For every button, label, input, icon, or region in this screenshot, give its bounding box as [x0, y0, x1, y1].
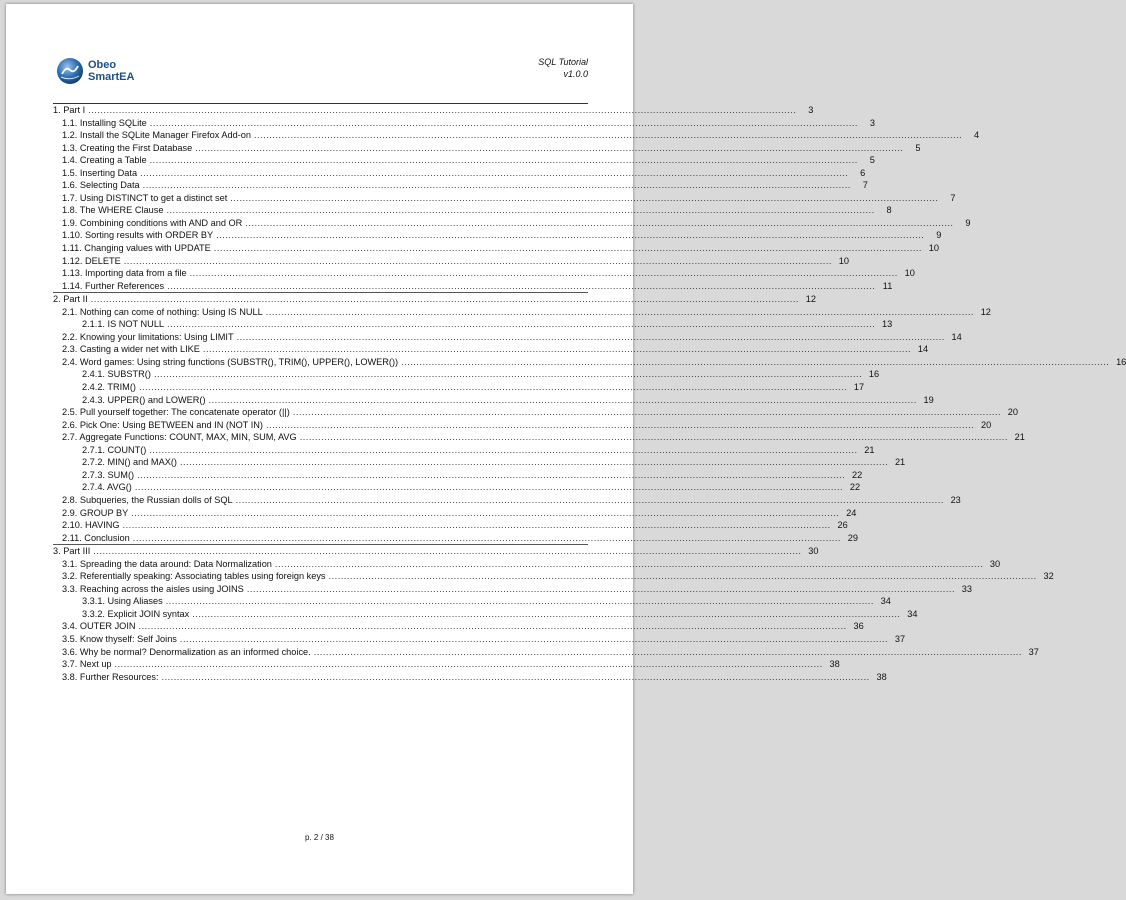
toc-entry-page: 17 [853, 382, 865, 393]
toc-entry[interactable] [53, 444, 875, 457]
toc-entry[interactable] [53, 481, 861, 494]
toc-entry[interactable] [53, 633, 906, 646]
toc-entry-title: 3.7. Next up [62, 659, 112, 670]
toc-dot-leader [135, 481, 843, 494]
toc-entry-title: 2.1.1. IS NOT NULL [82, 319, 165, 330]
toc-entry-page: 21 [864, 444, 875, 455]
toc-entry-page: 7 [862, 180, 868, 191]
toc-entry-page: 34 [880, 596, 891, 607]
toc-entry-page: 37 [1028, 646, 1039, 657]
toc-entry-page: 22 [852, 469, 863, 480]
toc-entry-page: 5 [869, 155, 875, 166]
logo-text [88, 59, 134, 83]
toc-entry-title: 2.5. Pull yourself together: The concatenate operator (||) [62, 407, 290, 418]
toc-entry[interactable] [53, 507, 857, 520]
toc-entry[interactable] [53, 142, 921, 155]
toc-entry[interactable] [53, 519, 848, 532]
toc-entry-title: 2.11. Conclusion [62, 532, 130, 543]
toc-entry-page: 16 [1116, 356, 1126, 367]
toc-dot-leader [137, 469, 845, 482]
toc-dot-leader [230, 192, 938, 205]
toc-entry-title: 2.7.3. SUM() [82, 469, 135, 480]
toc-entry[interactable] [53, 117, 875, 130]
toc-dot-leader [195, 142, 903, 155]
toc-entry-page: 13 [882, 319, 893, 330]
toc-dot-leader [180, 456, 888, 469]
toc-dot-leader [236, 494, 944, 507]
toc-entry-title: 2.1. Nothing can come of nothing: Using IS NULL [62, 306, 263, 317]
toc-dot-leader [131, 507, 839, 520]
toc-entry-page: 20 [1007, 407, 1018, 418]
toc-entry-title: 1.3. Creating the First Database [62, 142, 193, 153]
toc-dot-leader [93, 545, 801, 558]
toc-entry-title: 3.3.1. Using Aliases [82, 596, 163, 607]
toc-entry-page: 16 [868, 369, 880, 380]
toc-dot-leader [139, 381, 847, 394]
toc-entry[interactable] [53, 104, 814, 117]
toc-dot-leader [150, 154, 858, 167]
toc-entry-title: 3.1. Spreading the data around: Data Normalization [62, 558, 272, 569]
toc-entry-page: 37 [894, 633, 906, 644]
toc-entry-page: 5 [915, 142, 921, 153]
toc-dot-leader [203, 343, 911, 356]
toc-entry[interactable] [53, 671, 887, 684]
toc-entry[interactable] [53, 456, 906, 469]
toc-dot-leader [166, 204, 874, 217]
toc-entry-title: 1.5. Inserting Data [62, 167, 138, 178]
toc-entry[interactable] [53, 431, 1025, 444]
toc-entry-title: 2.7. Aggregate Functions: COUNT, MAX, MIN, SUM, AVG [62, 432, 297, 443]
toc-entry-title: 3.2. Referentially speaking: Associating tables using foreign keys [62, 571, 326, 582]
toc-entry-title: 2.4.3. UPPER() and LOWER() [82, 394, 206, 405]
logo-globe-icon [56, 57, 84, 85]
toc-entry[interactable] [53, 129, 980, 142]
toc-entry[interactable] [53, 558, 1001, 571]
toc-dot-leader [293, 406, 1001, 419]
toc-entry-page: 38 [876, 671, 887, 682]
toc-entry[interactable] [53, 494, 961, 507]
toc-entry-page: 23 [950, 494, 961, 505]
toc-entry-title: 3.8. Further Resources: [62, 671, 159, 682]
toc-entry-title: 3.3. Reaching across the aisles using JOINS [62, 583, 244, 594]
toc-dot-leader [266, 306, 974, 319]
toc-entry-page: 3 [808, 105, 814, 115]
toc-entry[interactable] [53, 343, 929, 356]
toc-entry-page: 38 [829, 659, 840, 670]
toc-entry[interactable] [53, 292, 816, 306]
toc-dot-leader [140, 167, 848, 180]
toc-entry-title: 2.3. Casting a wider net with LIKE [62, 344, 200, 355]
toc-dot-leader [214, 242, 922, 255]
toc-entry-title: 1.7. Using DISTINCT to get a distinct set [62, 192, 228, 203]
toc-dot-leader [167, 318, 875, 331]
toc-entry-page: 3 [869, 117, 875, 128]
toc-entry-title: 1.9. Combining conditions with AND and OR [62, 217, 243, 228]
toc-entry-page: 22 [849, 482, 861, 493]
toc-entry-title: 2.7.4. AVG() [82, 482, 132, 493]
toc-entry[interactable] [53, 406, 1018, 419]
toc-entry-page: 26 [837, 520, 848, 531]
toc-entry[interactable] [53, 368, 880, 381]
toc-entry-title: 2.7.2. MIN() and MAX() [82, 457, 177, 468]
toc-entry-title: 2.4. Word games: Using string functions (SUBSTR(), TRIM(), UPPER(), LOWER()) [62, 356, 399, 367]
toc-entry[interactable] [53, 583, 973, 596]
toc-entry-title: 1.2. Install the SQLite Manager Firefox Add-on [62, 130, 251, 141]
toc-entry-page: 33 [961, 583, 973, 594]
toc-dot-leader [154, 368, 862, 381]
toc-dot-leader [314, 646, 1022, 659]
toc-entry-title: 2. Part II [53, 294, 88, 305]
document-page [6, 4, 1126, 894]
toc-entry-page: 29 [847, 532, 858, 543]
toc-entry-page: 32 [1043, 571, 1054, 582]
toc-entry-page: 14 [951, 331, 962, 342]
toc-dot-leader [167, 280, 875, 293]
toc-dot-leader [401, 356, 1109, 369]
toc-entry[interactable] [53, 192, 956, 205]
toc-entry[interactable] [53, 167, 866, 180]
toc-entry[interactable] [53, 658, 840, 671]
toc-entry-title: 3. Part III [53, 546, 91, 557]
toc-entry[interactable] [53, 242, 939, 255]
document-header [538, 56, 588, 80]
toc-entry-page: 10 [838, 255, 849, 266]
toc-entry[interactable] [53, 356, 1126, 369]
toc-entry-title: 3.3.2. Explicit JOIN syntax [82, 608, 190, 619]
toc-dot-leader [216, 229, 924, 242]
toc-entry-title: 1.10. Sorting results with ORDER BY [62, 230, 214, 241]
toc-entry-title: 1.13. Importing data from a file [62, 268, 187, 279]
toc-entry[interactable] [53, 608, 918, 621]
toc-entry-page: 34 [907, 608, 918, 619]
page-number: p. 2 / 38 [305, 833, 334, 842]
toc-entry-page: 14 [917, 344, 929, 355]
toc-entry-page: 10 [904, 268, 915, 279]
toc-entry[interactable] [53, 217, 971, 230]
toc-entry[interactable] [53, 532, 858, 545]
toc-entry[interactable] [53, 469, 863, 482]
toc-dot-leader [245, 217, 953, 230]
toc-dot-leader [166, 595, 874, 608]
toc-entry-page: 4 [974, 130, 980, 141]
toc-entry[interactable] [53, 381, 865, 394]
toc-entry-title: 3.5. Know thyself: Self Joins [62, 633, 177, 644]
toc-dot-leader [162, 671, 870, 684]
toc-entry-page: 21 [1014, 432, 1025, 443]
toc-dot-leader [133, 532, 841, 545]
toc-entry-page: 11 [882, 280, 893, 291]
toc-dot-leader [88, 104, 796, 117]
toc-dot-leader [115, 658, 823, 671]
toc-entry[interactable] [53, 331, 962, 344]
toc-entry[interactable] [53, 154, 875, 167]
toc-entry-page: 20 [980, 419, 992, 430]
toc-entry[interactable] [53, 646, 1039, 659]
toc-entry-page: 30 [808, 546, 819, 557]
toc-dot-leader [123, 519, 831, 532]
toc-entry-title: 1. Part I [53, 105, 86, 115]
toc-entry[interactable] [53, 267, 915, 280]
toc-entry-page: 36 [853, 621, 864, 632]
toc-entry-title: 2.7.1. COUNT() [82, 444, 147, 455]
toc-entry-title: 2.10. HAVING [62, 520, 120, 531]
toc-entry-title: 2.4.2. TRIM() [82, 382, 136, 393]
toc-dot-leader [266, 419, 974, 432]
toc-entry-title: 1.1. Installing SQLite [62, 117, 147, 128]
toc-dot-leader [190, 267, 898, 280]
logo-line-1: Obeo [88, 59, 117, 71]
toc-entry-page: 6 [860, 167, 866, 178]
toc-dot-leader [329, 570, 1037, 583]
toc-entry-page: 19 [923, 394, 934, 405]
toc-entry[interactable] [53, 394, 934, 407]
toc-entry-title: 2.9. GROUP BY [62, 507, 129, 518]
toc-dot-leader [91, 293, 799, 306]
toc-entry[interactable] [53, 255, 849, 268]
toc-entry-title: 1.4. Creating a Table [62, 155, 147, 166]
toc-entry-title: 3.6. Why be normal? Denormalization as an informed choice. [62, 646, 311, 657]
toc-entry-title: 1.6. Selecting Data [62, 180, 140, 191]
toc-entry-page: 12 [805, 294, 816, 305]
toc-dot-leader [180, 633, 888, 646]
toc-entry-page: 12 [980, 306, 991, 317]
toc-entry[interactable] [53, 318, 893, 331]
obeo-smartea-logo [56, 57, 166, 91]
toc-entry[interactable] [53, 544, 819, 558]
toc-entry[interactable] [53, 204, 892, 217]
toc-entry-title: 2.8. Subqueries, the Russian dolls of SQL [62, 494, 233, 505]
toc-entry-title: 1.11. Changing values with UPDATE [62, 243, 211, 254]
document-version: v1.0.0 [563, 69, 588, 79]
toc-dot-leader [275, 558, 983, 571]
toc-entry-page: 7 [950, 192, 956, 203]
toc-entry-page: 24 [846, 507, 857, 518]
toc-entry-page: 8 [886, 205, 892, 216]
toc-entry-page: 10 [928, 243, 939, 254]
toc-entry[interactable] [53, 306, 991, 319]
toc-dot-leader [150, 117, 858, 130]
toc-dot-leader [254, 129, 962, 142]
toc-entry[interactable] [53, 179, 868, 192]
toc-entry-title: 1.8. The WHERE Clause [62, 205, 164, 216]
toc-entry-page: 9 [936, 230, 942, 241]
toc-entry-page: 30 [989, 558, 1001, 569]
toc-dot-leader [124, 255, 832, 268]
toc-entry-page: 9 [965, 217, 971, 228]
toc-entry[interactable] [53, 229, 942, 242]
document-title: SQL Tutorial [538, 57, 588, 67]
toc-dot-leader [139, 620, 847, 633]
toc-dot-leader [300, 431, 1008, 444]
toc-entry-title: 2.6. Pick One: Using BETWEEN and IN (NOT IN) [62, 419, 263, 430]
toc-entry-title: 2.2. Knowing your limitations: Using LIMIT [62, 331, 234, 342]
toc-dot-leader [192, 608, 900, 621]
toc-dot-leader [143, 179, 851, 192]
toc-entry[interactable] [53, 595, 891, 608]
toc-entry[interactable] [53, 570, 1054, 583]
toc-entry[interactable] [53, 419, 992, 432]
logo-line-2: SmartEA [88, 71, 135, 83]
toc-entry-title: 3.4. OUTER JOIN [62, 621, 136, 632]
toc-entry-title: 1.12. DELETE [62, 255, 121, 266]
toc-entry-page: 21 [894, 457, 906, 468]
toc-entry[interactable] [53, 620, 864, 633]
toc-dot-leader [247, 583, 955, 596]
toc-entry[interactable] [53, 280, 893, 293]
toc-entry-title: 1.14. Further References [62, 280, 165, 291]
toc-dot-leader [237, 331, 945, 344]
toc-entry-title: 2.4.1. SUBSTR() [82, 369, 151, 380]
toc-dot-leader [209, 394, 917, 407]
toc-dot-leader [149, 444, 857, 457]
table-of-contents [53, 103, 1126, 683]
